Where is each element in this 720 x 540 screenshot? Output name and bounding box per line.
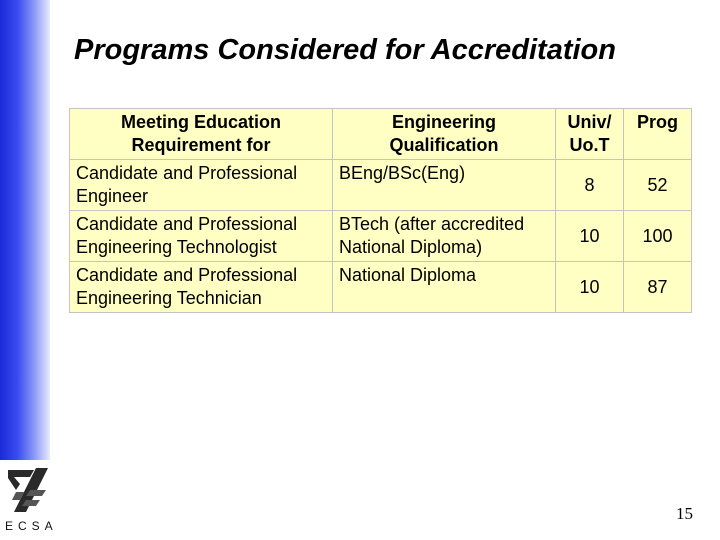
requirement-line2: Engineer [76,186,149,206]
header-univ [556,109,624,160]
qualification-cell [333,262,556,313]
header-qualification [333,109,556,160]
ecsa-logo-icon [4,464,52,516]
qualification-cell [333,160,556,211]
requirement-line2: Engineering Technician [76,288,262,308]
header-requirement-line2: Requirement for [131,135,271,155]
header-univ-line2: Uo.T [569,135,610,155]
qualification-line1: BTech (after accredited [339,214,525,234]
requirement-cell [70,160,333,211]
requirement-cell [70,262,333,313]
table-row [70,160,692,211]
header-qualification-line1: Engineering [391,112,496,132]
requirement-line1: Candidate and Professional [76,163,298,183]
univ-cell: 8 [556,160,624,211]
requirement-cell [70,211,333,262]
header-requirement-line1: Meeting Education [120,112,281,132]
requirement-line1: Candidate and Professional [76,214,298,234]
slide-title: Programs Considered for Accreditation [74,34,616,66]
header-prog-text: Prog [636,112,678,132]
univ-cell: 10 [556,262,624,313]
qualification-cell [333,211,556,262]
qualification-line2: National Diploma) [339,237,483,257]
table-row [70,262,692,313]
qualification-line1: National Diploma [339,265,477,285]
page-number: 15 [676,504,693,523]
table-header-row [70,109,692,160]
table-row [70,211,692,262]
prog-cell: 87 [624,262,692,313]
qualification-line1: BEng/BSc(Eng) [339,163,466,183]
programs-table [69,108,692,313]
requirement-line1: Candidate and Professional [76,265,298,285]
header-qualification-line2: Qualification [389,135,499,155]
univ-cell: 10 [556,211,624,262]
requirement-line2: Engineering Technologist [76,237,277,257]
prog-cell: 100 [624,211,692,262]
header-prog [624,109,692,160]
logo-text: ECSA [5,519,58,533]
header-univ-line1: Univ/ [567,112,612,132]
prog-cell: 52 [624,160,692,211]
header-requirement [70,109,333,160]
sidebar-gradient-bar [0,0,50,460]
